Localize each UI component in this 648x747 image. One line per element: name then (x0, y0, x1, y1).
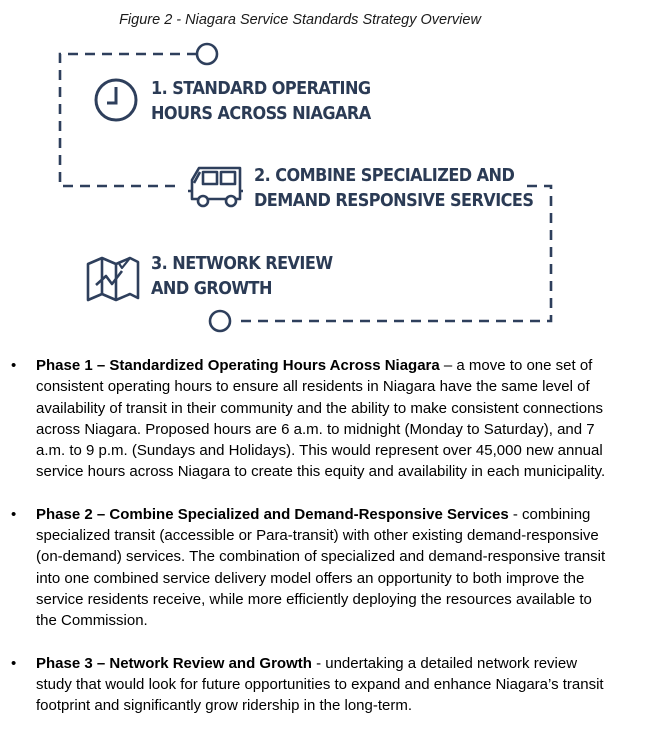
step-3-line1: 3. NETWORK REVIEW (151, 254, 333, 274)
phase-1-item (0, 355, 648, 483)
step-3-line2: AND GROWTH (151, 279, 272, 299)
phase-3-text: - undertaking a detailed network review study that would look for future opportunities to expand and enhance Niagara’s transit footprint and significantly grow ridership in the long-term. (36, 654, 604, 715)
step-1-line2: HOURS ACROSS NIAGARA (151, 104, 371, 124)
phase-3-heading: Phase 3 – Network Review and Growth (36, 654, 312, 672)
start-circle (197, 44, 217, 64)
step-2-line1: 2. COMBINE SPECIALIZED AND (254, 166, 515, 186)
phase-2-heading: Phase 2 – Combine Specialized and Demand-Responsive Services (36, 505, 509, 523)
phase-3-item (0, 653, 648, 717)
step-2-line2: DEMAND RESPONSIVE SERVICES (254, 191, 534, 211)
bus-icon (188, 168, 243, 206)
step-1-label (151, 77, 371, 127)
phase-1-text: – a move to one set of consistent operating hours to ensure all residents in Niagara have the same level of availability of transit in their community and the ability to make consistent connections across Niagara. Proposed hours are 6 a.m. to midnight (Monday to Saturday), and 7 a.m. to 9 p.m. (Sundays and Holidays). This would represent over 45,000 new annual service hours across Niagara to create this equity and availability in each municipality. (36, 357, 606, 481)
phase-1-heading: Phase 1 – Standardized Operating Hours Across Niagara (36, 357, 440, 374)
figure-caption: Figure 2 - Niagara Service Standards Strategy Overview (119, 12, 481, 28)
phase-list (0, 355, 648, 716)
step-2-label (254, 164, 533, 214)
phase-2-item (0, 504, 648, 632)
map-icon (88, 258, 138, 300)
step-3-label (151, 252, 333, 302)
step-1-line1: 1. STANDARD OPERATING (151, 79, 371, 99)
clock-icon (96, 80, 136, 120)
end-circle (210, 311, 230, 331)
phase-2-text: - combining specialized transit (accessible or Para-transit) with other existing demand-responsive (on-demand) services. The combination of specialized and demand-responsive transit into one combined service delivery model offers an opportunity to both improve the service residents receive, while more efficiently deploying the resources available to the Commission. (36, 505, 606, 630)
